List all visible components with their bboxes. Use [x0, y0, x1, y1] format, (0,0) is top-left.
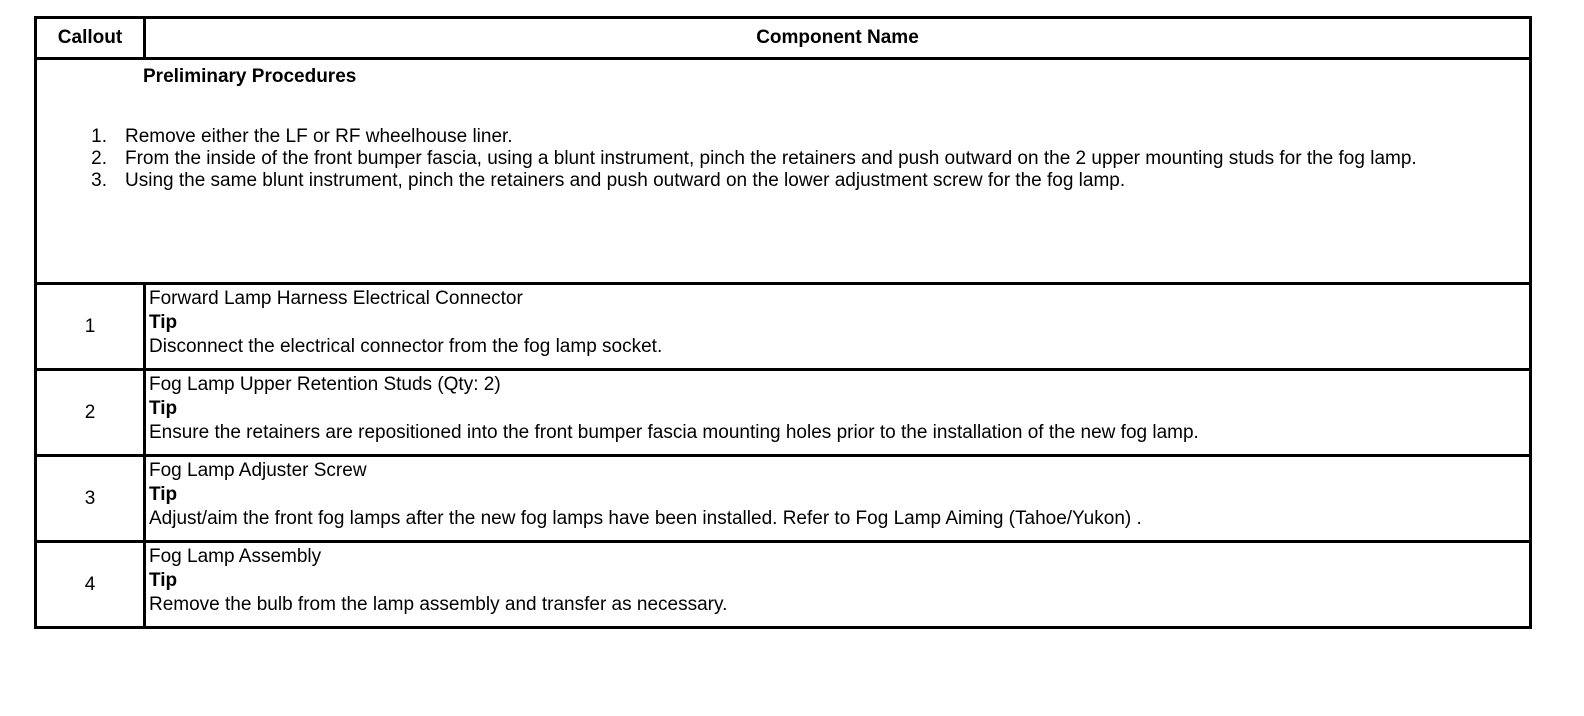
tip-label: Tip: [149, 398, 178, 419]
preliminary-step: [37, 170, 1529, 192]
table-header-row: [36, 18, 1531, 59]
tip-label: Tip: [149, 484, 178, 505]
preliminary-procedures-cell: [36, 59, 1531, 284]
tip-text: Disconnect the electrical connector from the fog lamp socket.: [149, 336, 663, 357]
preliminary-procedures-title: Preliminary Procedures: [143, 66, 357, 87]
component-cell: [145, 456, 1531, 542]
callout-number: 3: [36, 456, 145, 542]
step-number: 3.: [91, 170, 107, 191]
table-row: [36, 284, 1531, 370]
component-name: Fog Lamp Assembly: [149, 546, 322, 567]
tip-label: Tip: [149, 570, 178, 591]
component-cell: [145, 542, 1531, 628]
preliminary-step: [37, 126, 1529, 148]
step-text: Using the same blunt instrument, pinch the retainers and push outward on the lower adjustment screw for the fog lamp.: [125, 170, 1126, 191]
tip-text: Adjust/aim the front fog lamps after the new fog lamps have been installed. Refer to Fog Lamp Aiming (Tahoe/Yukon) .: [149, 508, 1142, 529]
component-cell: [145, 370, 1531, 456]
preliminary-step: [37, 148, 1529, 170]
table-row: [36, 542, 1531, 628]
component-table: [34, 16, 1532, 629]
table-row: [36, 370, 1531, 456]
tip-label: Tip: [149, 312, 178, 333]
tip-text: Remove the bulb from the lamp assembly and transfer as necessary.: [149, 594, 728, 615]
step-number: 1.: [91, 126, 107, 147]
component-name: Forward Lamp Harness Electrical Connector: [149, 288, 523, 309]
table-row: [36, 456, 1531, 542]
callout-number: 2: [36, 370, 145, 456]
step-text: Remove either the LF or RF wheelhouse liner.: [125, 126, 513, 147]
preliminary-procedures-row: [36, 59, 1531, 284]
step-text: From the inside of the front bumper fascia, using a blunt instrument, pinch the retainers and push outward on the 2 upper mounting studs for the fog lamp.: [125, 148, 1417, 169]
component-cell: [145, 284, 1531, 370]
component-name: Fog Lamp Upper Retention Studs (Qty: 2): [149, 374, 501, 395]
tip-text: Ensure the retainers are repositioned into the front bumper fascia mounting holes prior to the installation of the new fog lamp.: [149, 422, 1199, 443]
preliminary-steps-list: [37, 126, 1529, 192]
callout-number: 4: [36, 542, 145, 628]
callout-number: 1: [36, 284, 145, 370]
component-name-column-header: Component Name: [145, 18, 1531, 59]
step-number: 2.: [91, 148, 107, 169]
callout-column-header: Callout: [36, 18, 145, 59]
component-name: Fog Lamp Adjuster Screw: [149, 460, 367, 481]
